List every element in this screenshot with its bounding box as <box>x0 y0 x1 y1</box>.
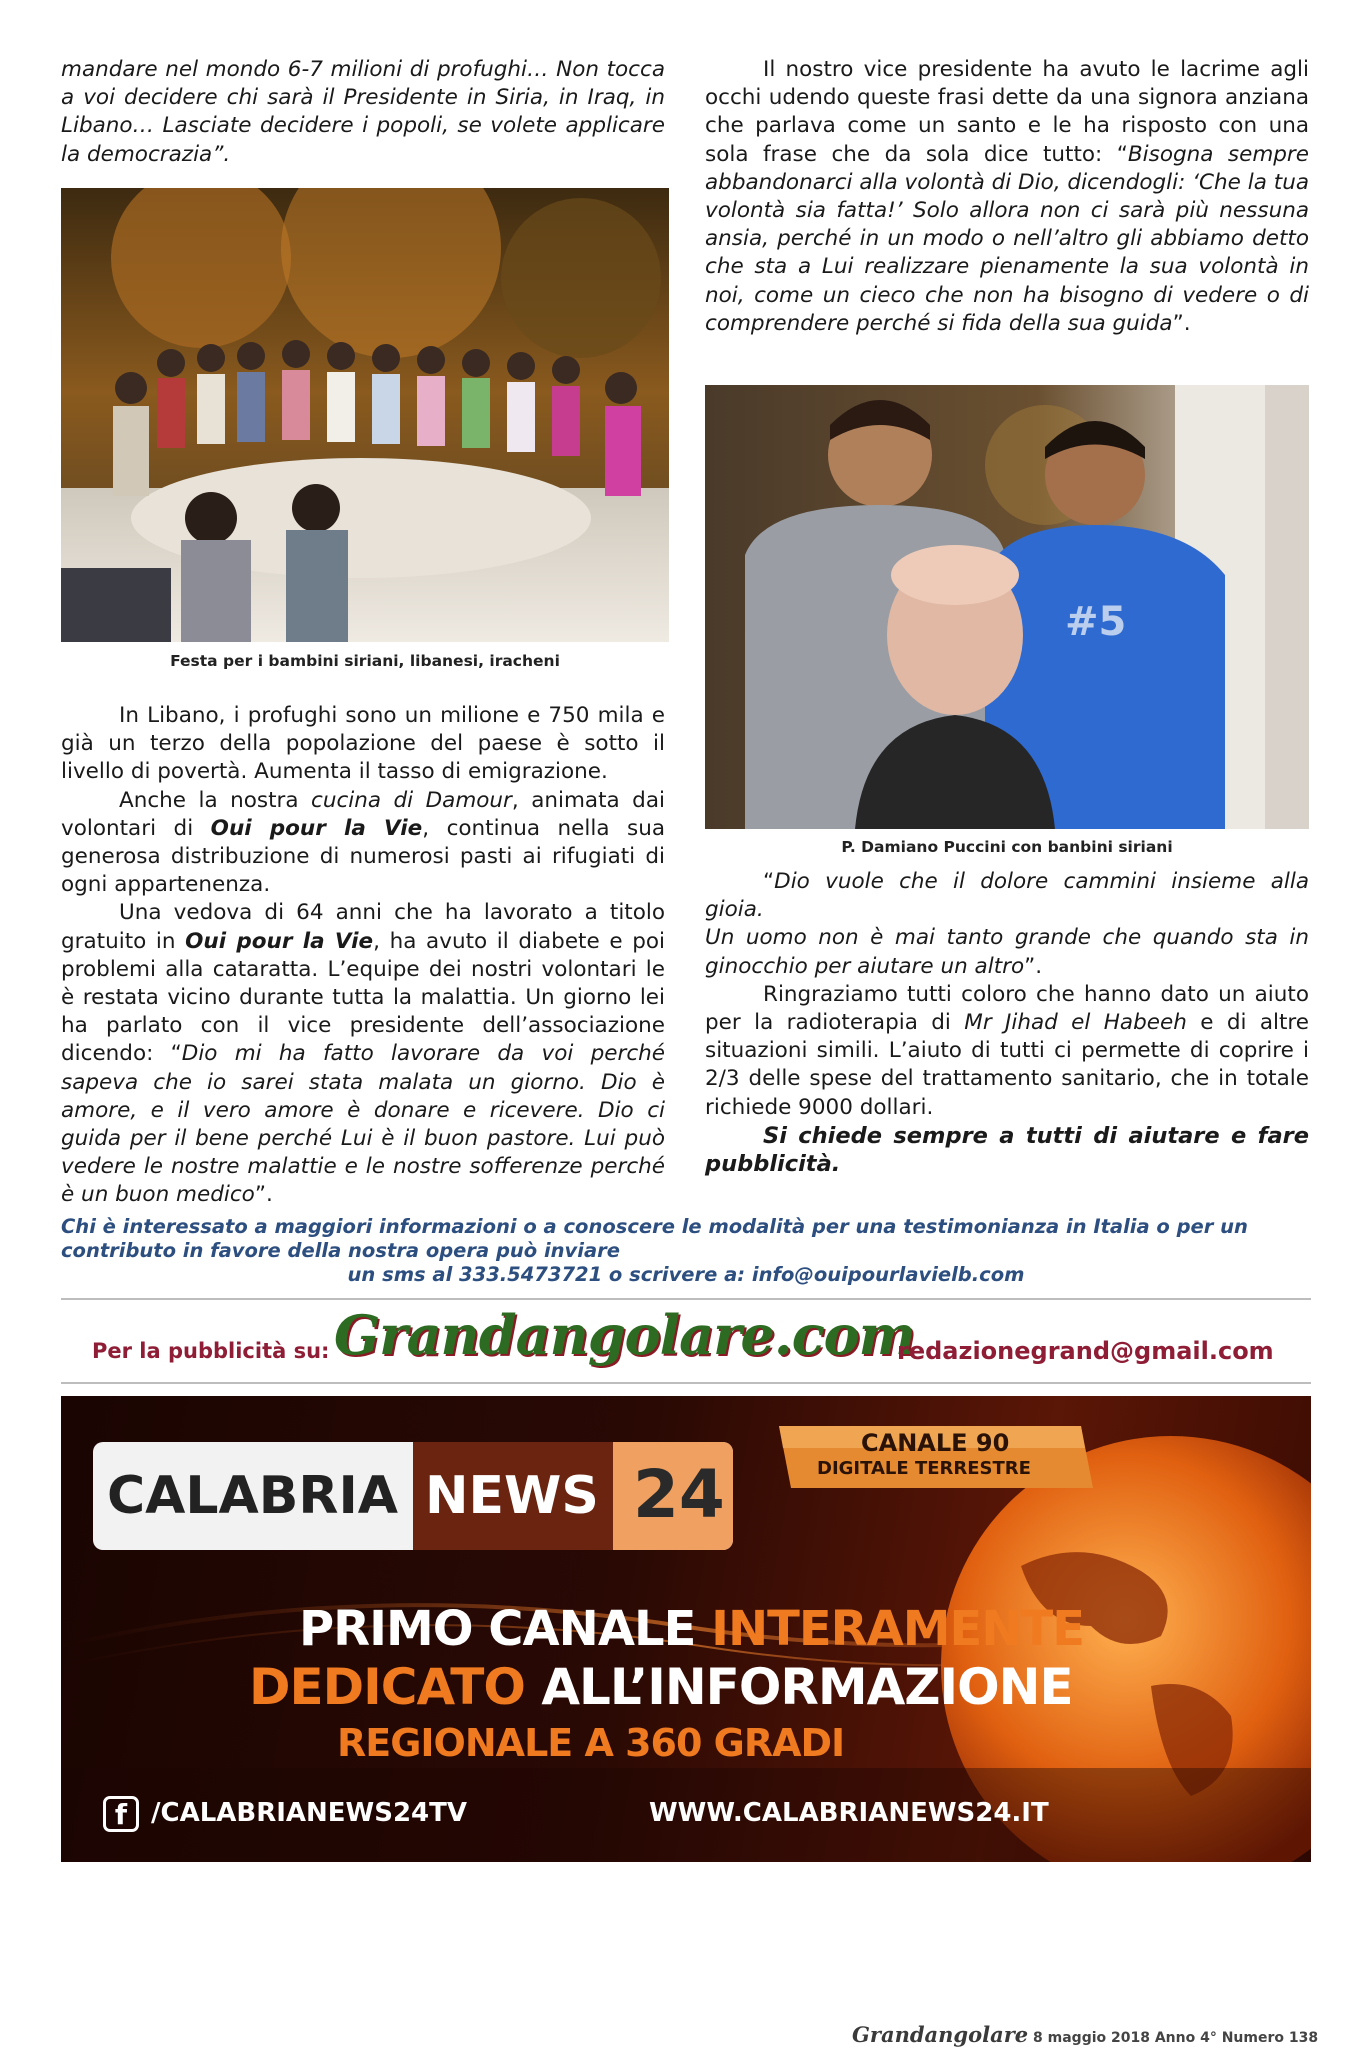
ad-dedicato: DEDICATO <box>249 1658 525 1716</box>
left-column <box>61 56 665 169</box>
quote-line-1: Dio vuole che il dolore cammini insieme alla gioia. <box>705 869 1309 923</box>
widow-quote: Dio mi ha fatto lavorare da voi perché sapeva che io sarei stata malata un giorno. Dio è amore, e il vero amore è donare e ricevere. Dio ci guida per il bene perché Lui è il buon pastore. Lui può vedere le nostre malattie e le nostre sofferenze perché è un buon medico <box>61 1041 665 1208</box>
publicity-label: Per la pubblicità su: <box>92 1339 330 1363</box>
patient-name: Mr Jihad el Habeeh <box>964 1010 1187 1036</box>
children-party-illustration <box>61 188 669 642</box>
paragraph-refugees: In Libano, i profughi sono un milione e 750 mila e già un terzo della popolazione del paese è sotto il livello di povertà. Aumenta il tasso di emigrazione. <box>61 703 665 785</box>
paragraph-kitchen <box>61 787 665 900</box>
priest-children-illustration <box>705 385 1309 829</box>
paragraph-thanks <box>705 981 1309 1122</box>
ad-headline-3: REGIONALE A 360 GRADI <box>337 1721 845 1765</box>
organization-name: Oui pour la Vie <box>185 928 374 954</box>
text: e di altre situazioni simili. L’aiuto di tutti ci permette di coprire i 2/3 delle spese del trattamento sanitario, che in totale richiede 9000 dollari. <box>705 1010 1310 1120</box>
text: Una vedova di 64 anni che ha lavorato a titolo gratuito in <box>61 900 665 954</box>
text: ”. <box>1172 310 1191 336</box>
ad-website[interactable]: WWW.CALABRIANEWS24.IT <box>649 1798 1049 1828</box>
right-column <box>705 56 1309 338</box>
text: , animata dai volontari di <box>61 787 665 841</box>
divider-top <box>61 1298 1311 1300</box>
text: Ringraziamo tutti coloro che hanno dato un aiuto per la radioterapia di <box>705 981 1309 1036</box>
children-party-photo <box>61 188 669 642</box>
text: “ <box>763 869 775 894</box>
publicity-site-logo[interactable]: Grandangolare.com <box>334 1303 915 1367</box>
intro-quote: mandare nel mondo 6-7 milioni di profughi… Non tocca a voi decidere chi sarà il Presidente in Siria, in Iraq, in Libano… Lasciate decidere i popoli, se volete applicare la democrazia”. <box>61 57 665 167</box>
left-column-body <box>61 702 665 1210</box>
ad-logo-24: 24 <box>633 1456 725 1533</box>
text: Il nostro vice presidente ha avuto le lacrime agli occhi udendo queste frasi dette da una signora anziana che parlava come un santo e le ha risposto con una sola frase che da sola dice tutto: “ <box>705 57 1309 167</box>
ad-informazione: ALL’INFORMAZIONE <box>541 1658 1073 1716</box>
vice-president-quote: Bisogna sempre abbandonarci alla volontà di Dio, dicendogli: ‘Che la tua volontà sia fatta!’ Solo allora non ci sarà più nessuna ansia, perché in un modo o nell’altro gli abbiamo detto che sta a Lui realizzare pienamente la sua volontà in noi, come un cieco che non ha bisogno di vedere o di comprendere perché si fida della sua guida <box>705 141 1310 336</box>
right-column-body <box>705 868 1309 1178</box>
ad-interamente: INTERAMENTE <box>711 1601 1085 1657</box>
ad-primo-canale: PRIMO CANALE <box>299 1601 696 1657</box>
children-party-caption: Festa per i bambini siriani, libanesi, iracheni <box>170 652 560 670</box>
text: , continua nella sua generosa distribuzione di numerosi pasti ai rifugiati di ogni appartenenza. <box>61 815 665 898</box>
ad-channel-sub: DIGITALE TERRESTRE <box>817 1458 1031 1479</box>
ad-headline-2 <box>249 1658 1073 1716</box>
facebook-icon[interactable]: f <box>103 1796 139 1832</box>
divider-bottom <box>61 1382 1311 1384</box>
text: , ha avuto il diabete e poi problemi alla cataratta. L’equipe dei nostri volontari le è restata vicino durante tutta la malattia. Un giorno lei ha parlato con il vice presidente dell’associazione dicendo: “ <box>61 928 665 1067</box>
paragraph-vice-president <box>705 56 1309 338</box>
ad-channel: CANALE 90 <box>861 1429 1010 1457</box>
publicity-email[interactable]: redazionegrand@gmail.com <box>897 1337 1274 1365</box>
info-line-2: un sms al 333.5473721 o scrivere a: info@ouipourlavielb.com <box>347 1263 1025 1286</box>
ad-logo-news: NEWS <box>425 1466 599 1526</box>
info-box <box>61 1215 1311 1287</box>
info-line-1: Chi è interessato a maggiori informazioni o a conoscere le modalità per una testimonianza in Italia o per un contributo in favore della nostra opera può inviare <box>61 1215 1248 1262</box>
text: ”. <box>1024 953 1043 979</box>
quote-god-block <box>705 868 1309 924</box>
appeal: Si chiede sempre a tutti di aiutare e fare pubblicità. <box>705 1122 1309 1178</box>
quote-line-2: Un uomo non è mai tanto grande che quando sta in ginocchio per aiutare un altro <box>705 925 1309 979</box>
priest-children-photo <box>705 385 1309 829</box>
text: Anche la nostra <box>119 787 311 813</box>
ad-facebook[interactable]: /CALABRIANEWS24TV <box>151 1798 467 1828</box>
paragraph-widow <box>61 899 665 1209</box>
kitchen-name: cucina di Damour <box>311 787 512 813</box>
footer-issue: 8 maggio 2018 Anno 4° Numero 138 <box>1033 2030 1319 2046</box>
priest-children-caption: P. Damiano Puccini con banbini siriani <box>841 838 1173 856</box>
svg-text:#5: #5 <box>1065 599 1127 645</box>
quote-god-block-2 <box>705 924 1309 980</box>
ad-headline-1 <box>299 1601 1084 1657</box>
text: ”. <box>254 1182 273 1208</box>
organization-name: Oui pour la Vie <box>210 815 423 841</box>
ad-logo-calabria: CALABRIA <box>107 1466 399 1526</box>
footer-brand: Grandangolare <box>852 2022 1029 2047</box>
calabria-news-ad[interactable] <box>61 1396 1311 1862</box>
page-footer <box>852 2022 1318 2047</box>
